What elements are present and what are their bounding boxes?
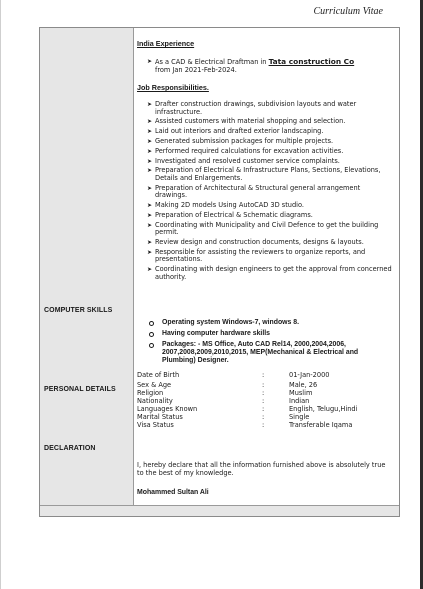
detail-separator: : — [262, 421, 265, 429]
arrow-bullet-icon: ➤ — [147, 266, 153, 274]
detail-separator: : — [262, 381, 265, 389]
resume-frame — [39, 27, 400, 517]
responsibility-text: Coordinating with Municipality and Civil Defence to get the building permit. — [155, 220, 379, 237]
responsibility-item — [137, 185, 393, 200]
detail-key: Nationality — [137, 397, 173, 405]
detail-separator: : — [262, 405, 265, 413]
responsibility-text: Review design and construction documents, designs & layouts. — [155, 237, 364, 246]
skills-list — [137, 319, 393, 368]
responsibility-item — [137, 249, 393, 264]
responsibility-text: Preparation of Electrical & Infrastructure Plans, Sections, Elevations, Details and Enlargements. — [155, 166, 381, 182]
circle-bullet-icon — [149, 332, 154, 337]
responsibility-item — [137, 239, 393, 247]
personal-detail-row — [137, 381, 393, 389]
personal-details-table — [137, 371, 393, 441]
label-declaration: DECLARATION — [44, 445, 96, 452]
circle-bullet-icon — [149, 343, 154, 348]
skill-item — [137, 330, 393, 338]
responsibilities-heading: Job Responsibilities. — [137, 83, 209, 92]
detail-separator: : — [262, 397, 265, 405]
arrow-bullet-icon: ➤ — [147, 238, 153, 246]
responsibility-text: Making 2D models Using AutoCAD 3D studio. — [155, 201, 305, 210]
personal-detail-row — [137, 397, 393, 405]
arrow-bullet-icon: ➤ — [147, 137, 153, 145]
responsibility-text: Performed required calculations for excavation activities. — [155, 146, 344, 155]
responsibility-item — [137, 222, 393, 237]
responsibility-text: Assisted customers with material shopping and selection. — [155, 117, 346, 126]
experience-period: from Jan 2021-Feb-2024. — [155, 65, 237, 74]
responsibility-item — [137, 212, 393, 220]
responsibility-text: Generated submission packages for multiple projects. — [155, 136, 334, 145]
document-title: Curriculum Vitae — [313, 6, 383, 17]
page-left-edge — [0, 0, 1, 589]
responsibility-item — [137, 167, 393, 182]
detail-key: Languages Known — [137, 405, 198, 413]
experience-list — [137, 58, 393, 76]
detail-separator: : — [262, 413, 265, 421]
label-personal-details: PERSONAL DETAILS — [44, 386, 116, 393]
experience-heading: India Experience — [137, 39, 195, 48]
detail-key: Sex & Age — [137, 381, 172, 389]
arrow-bullet-icon: ➤ — [147, 248, 153, 256]
responsibility-item — [137, 202, 393, 210]
arrow-bullet-icon: ➤ — [147, 211, 153, 219]
experience-role: As a CAD & Electrical Draftman in — [155, 58, 269, 66]
responsibility-text: Investigated and resolved customer service complaints. — [155, 156, 340, 165]
personal-detail-row — [137, 413, 393, 421]
personal-detail-row — [137, 371, 393, 379]
detail-separator: : — [262, 389, 265, 397]
responsibility-text: Coordinating with design engineers to get the approval from concerned authority. — [155, 265, 392, 281]
label-computer-skills: COMPUTER SKILLS — [44, 307, 113, 314]
detail-separator: : — [262, 371, 265, 379]
detail-value: Single — [289, 413, 310, 421]
arrow-bullet-icon: ➤ — [147, 202, 153, 210]
arrow-bullet-icon: ➤ — [147, 184, 153, 192]
personal-detail-row — [137, 405, 393, 413]
personal-detail-row — [137, 421, 393, 429]
responsibility-text: Preparation of Architectural & Structural general arrangement drawings. — [155, 183, 361, 200]
responsibility-text: Preparation of Electrical & Schematic diagrams. — [155, 210, 313, 219]
arrow-bullet-icon: ➤ — [147, 118, 153, 126]
detail-value: Male, 26 — [289, 381, 318, 389]
responsibility-item — [137, 148, 393, 156]
responsibility-item — [137, 118, 393, 126]
detail-key: Date of Birth — [137, 371, 180, 379]
detail-value: English, Telugu,Hindi — [289, 405, 358, 413]
detail-value: Muslim — [289, 389, 313, 397]
arrow-bullet-icon: ➤ — [147, 167, 153, 175]
responsibility-text: Responsible for assisting the reviewers to organize reports, and presentations. — [155, 247, 366, 264]
experience-item — [137, 58, 393, 74]
circle-bullet-icon — [149, 321, 154, 326]
detail-value: 01-Jan-2000 — [289, 371, 330, 379]
arrow-bullet-icon: ➤ — [147, 221, 153, 229]
skill-item — [137, 319, 393, 327]
arrow-bullet-icon: ➤ — [147, 128, 153, 136]
arrow-bullet-icon: ➤ — [147, 58, 153, 65]
detail-value: Indian — [289, 397, 310, 405]
arrow-bullet-icon: ➤ — [147, 147, 153, 155]
responsibility-item — [137, 266, 393, 281]
detail-key: Marital Status — [137, 413, 183, 421]
responsibility-item — [137, 101, 393, 116]
responsibility-item — [137, 158, 393, 166]
skill-text: Operating system Windows-7, windows 8. — [162, 319, 300, 326]
personal-detail-row — [137, 389, 393, 397]
detail-key: Visa Status — [137, 421, 174, 429]
responsibility-item — [137, 128, 393, 136]
declaration-text: I, hereby declare that all the information furnished above is absolutely true to the best of my knowledge. — [137, 461, 386, 477]
detail-value: Transferable Iqama — [289, 421, 353, 429]
responsibility-text: Laid out interiors and drafted exterior landscaping. — [155, 127, 324, 136]
responsibilities-list — [137, 101, 393, 284]
arrow-bullet-icon: ➤ — [147, 101, 153, 108]
skill-text: Having computer hardware skills — [162, 330, 270, 337]
arrow-bullet-icon: ➤ — [147, 157, 153, 165]
detail-key: Religion — [137, 389, 164, 397]
responsibility-text: Drafter construction drawings, subdivision layouts and water infrastructure. — [155, 100, 357, 116]
frame-footer-bar — [40, 505, 399, 516]
company-name: Tata construction Co — [268, 57, 355, 66]
section-label-column — [40, 28, 134, 507]
skill-item — [137, 341, 393, 365]
skill-text: Packages: - MS Office, Auto CAD Rel14, 2000,2004,2006, 2007,2008,2009,2010,2015, MEP(Mechanical & Electrical and Plumbing) Designer. — [162, 341, 359, 364]
signature-name: Mohammed Sultan Ali — [137, 489, 209, 496]
responsibility-item — [137, 138, 393, 146]
